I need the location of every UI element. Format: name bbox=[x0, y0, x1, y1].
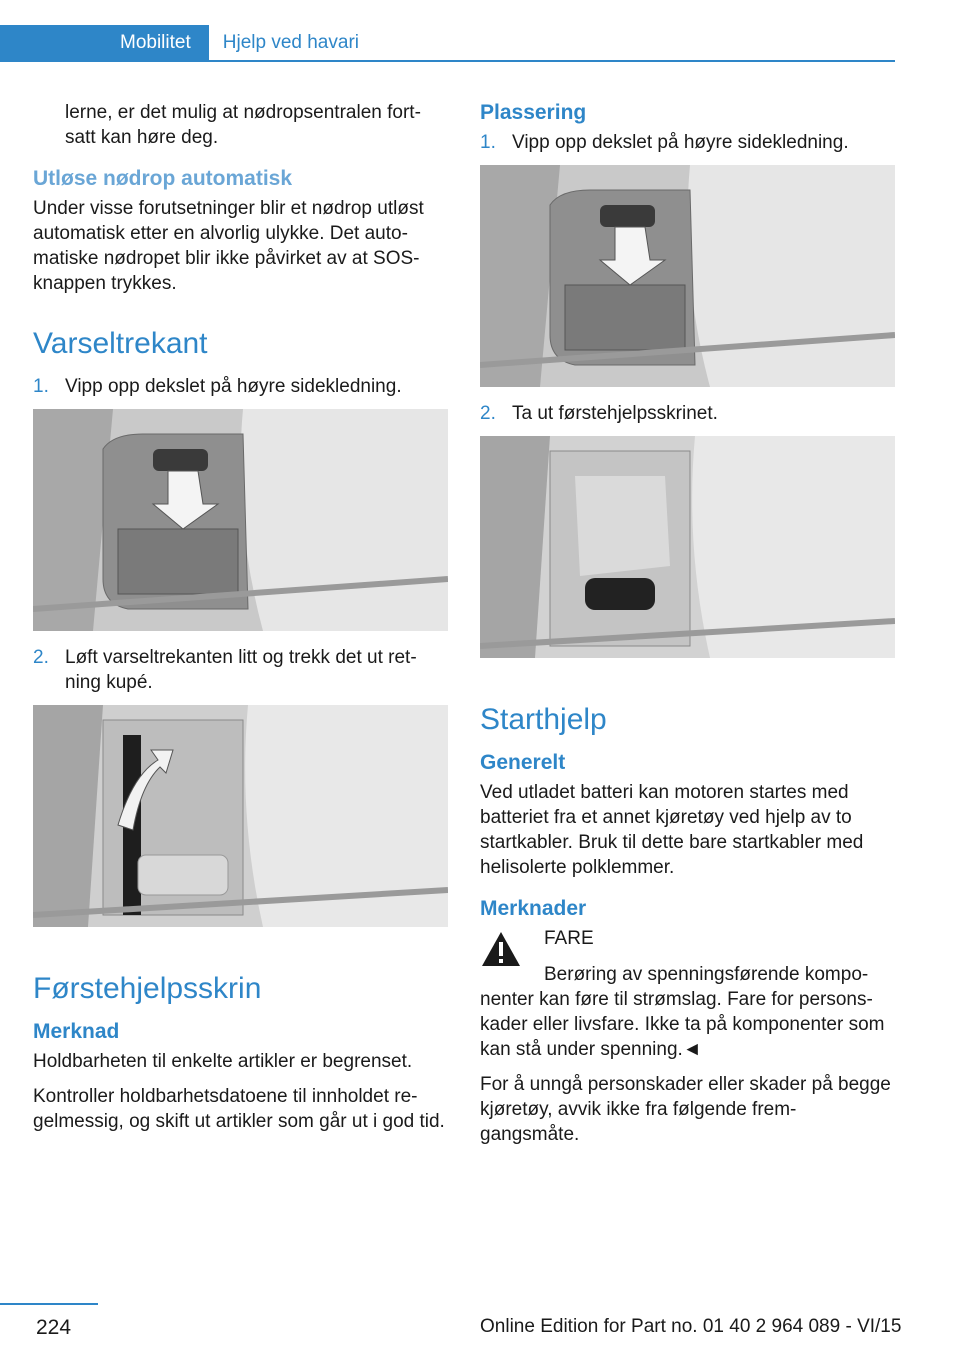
right-column bbox=[480, 100, 895, 1157]
edition-text: Online Edition for Part no. 01 40 2 964 089 - VI/15 bbox=[480, 1316, 902, 1337]
left-column bbox=[33, 100, 448, 1144]
note-paragraph-2: Kontroller holdbarhetsdatoene til innholdet re-gelmessig, og skift ut artikler som går ut i god tid. bbox=[33, 1086, 445, 1132]
location-heading: Plassering bbox=[480, 101, 587, 124]
list-number: 1. bbox=[480, 132, 496, 153]
page-number: 224 bbox=[36, 1316, 72, 1339]
danger-label: FARE bbox=[544, 928, 594, 949]
list-text: Vipp opp dekslet på høyre sidekledning. bbox=[512, 132, 849, 153]
tab-hjelp-ved-havari[interactable]: Hjelp ved havari bbox=[222, 32, 359, 53]
first-aid-title: Førstehjelpsskrin bbox=[33, 972, 262, 1005]
photo-trunk-cover-arrow bbox=[33, 409, 448, 631]
auto-call-paragraph: Under visse forutsetninger blir et nødrop utløst automatisk etter en alvorlig ulykke. Det auto-matiske nødropet blir ikke påvirket av at SOS-knappen trykkes. bbox=[33, 198, 424, 294]
continued-paragraph: lerne, er det mulig at nødropsentralen fort-satt kan høre deg. bbox=[65, 102, 421, 148]
list-item bbox=[480, 401, 895, 426]
header-tabs bbox=[0, 25, 895, 61]
header-rule bbox=[0, 60, 895, 62]
list-text: Løft varseltrekanten litt og trekk det ut ret-ning kupé. bbox=[65, 647, 417, 693]
photo-first-aid-cover-arrow bbox=[480, 165, 895, 387]
list-text: Vipp opp dekslet på høyre sidekledning. bbox=[65, 376, 402, 397]
list-item bbox=[480, 130, 895, 155]
footer-rule bbox=[0, 1303, 98, 1305]
warning-triangle-icon bbox=[480, 930, 522, 968]
final-paragraph: For å unngå personskader eller skader på begge kjøretøy, avvik ikke fra følgende frem-gangsmåte. bbox=[480, 1074, 891, 1145]
list-item bbox=[33, 374, 448, 399]
note-paragraph-1: Holdbarheten til enkelte artikler er begrenset. bbox=[33, 1051, 413, 1072]
tab-mobilitet[interactable]: Mobilitet bbox=[0, 25, 209, 61]
list-number: 2. bbox=[480, 403, 496, 424]
note-heading: Merknad bbox=[33, 1020, 120, 1043]
jump-start-title: Starthjelp bbox=[480, 703, 607, 736]
warning-triangle-title: Varseltrekant bbox=[33, 327, 208, 360]
photo-warning-triangle-removal bbox=[33, 705, 448, 927]
general-heading: Generelt bbox=[480, 751, 566, 774]
photo-first-aid-kit bbox=[480, 436, 895, 658]
auto-call-heading: Utløse nødrop automatisk bbox=[33, 167, 293, 190]
list-number: 2. bbox=[33, 647, 49, 668]
list-item bbox=[33, 645, 448, 695]
list-text: Ta ut førstehjelpsskrinet. bbox=[512, 403, 718, 424]
notes-heading: Merknader bbox=[480, 897, 587, 920]
list-number: 1. bbox=[33, 376, 49, 397]
danger-paragraph: Berøring av spenningsførende kompo-nenter kan føre til strømslag. Fare for persons-kader eller livsfare. Ikke ta på komponenter som kan stå under spenning.◄ bbox=[480, 964, 885, 1060]
general-paragraph: Ved utladet batteri kan motoren startes med batteriet fra et annet kjøretøy ved hjelp av to startkabler. Bruk til dette bare startkabler med helisolerte polklemmer. bbox=[480, 782, 864, 878]
